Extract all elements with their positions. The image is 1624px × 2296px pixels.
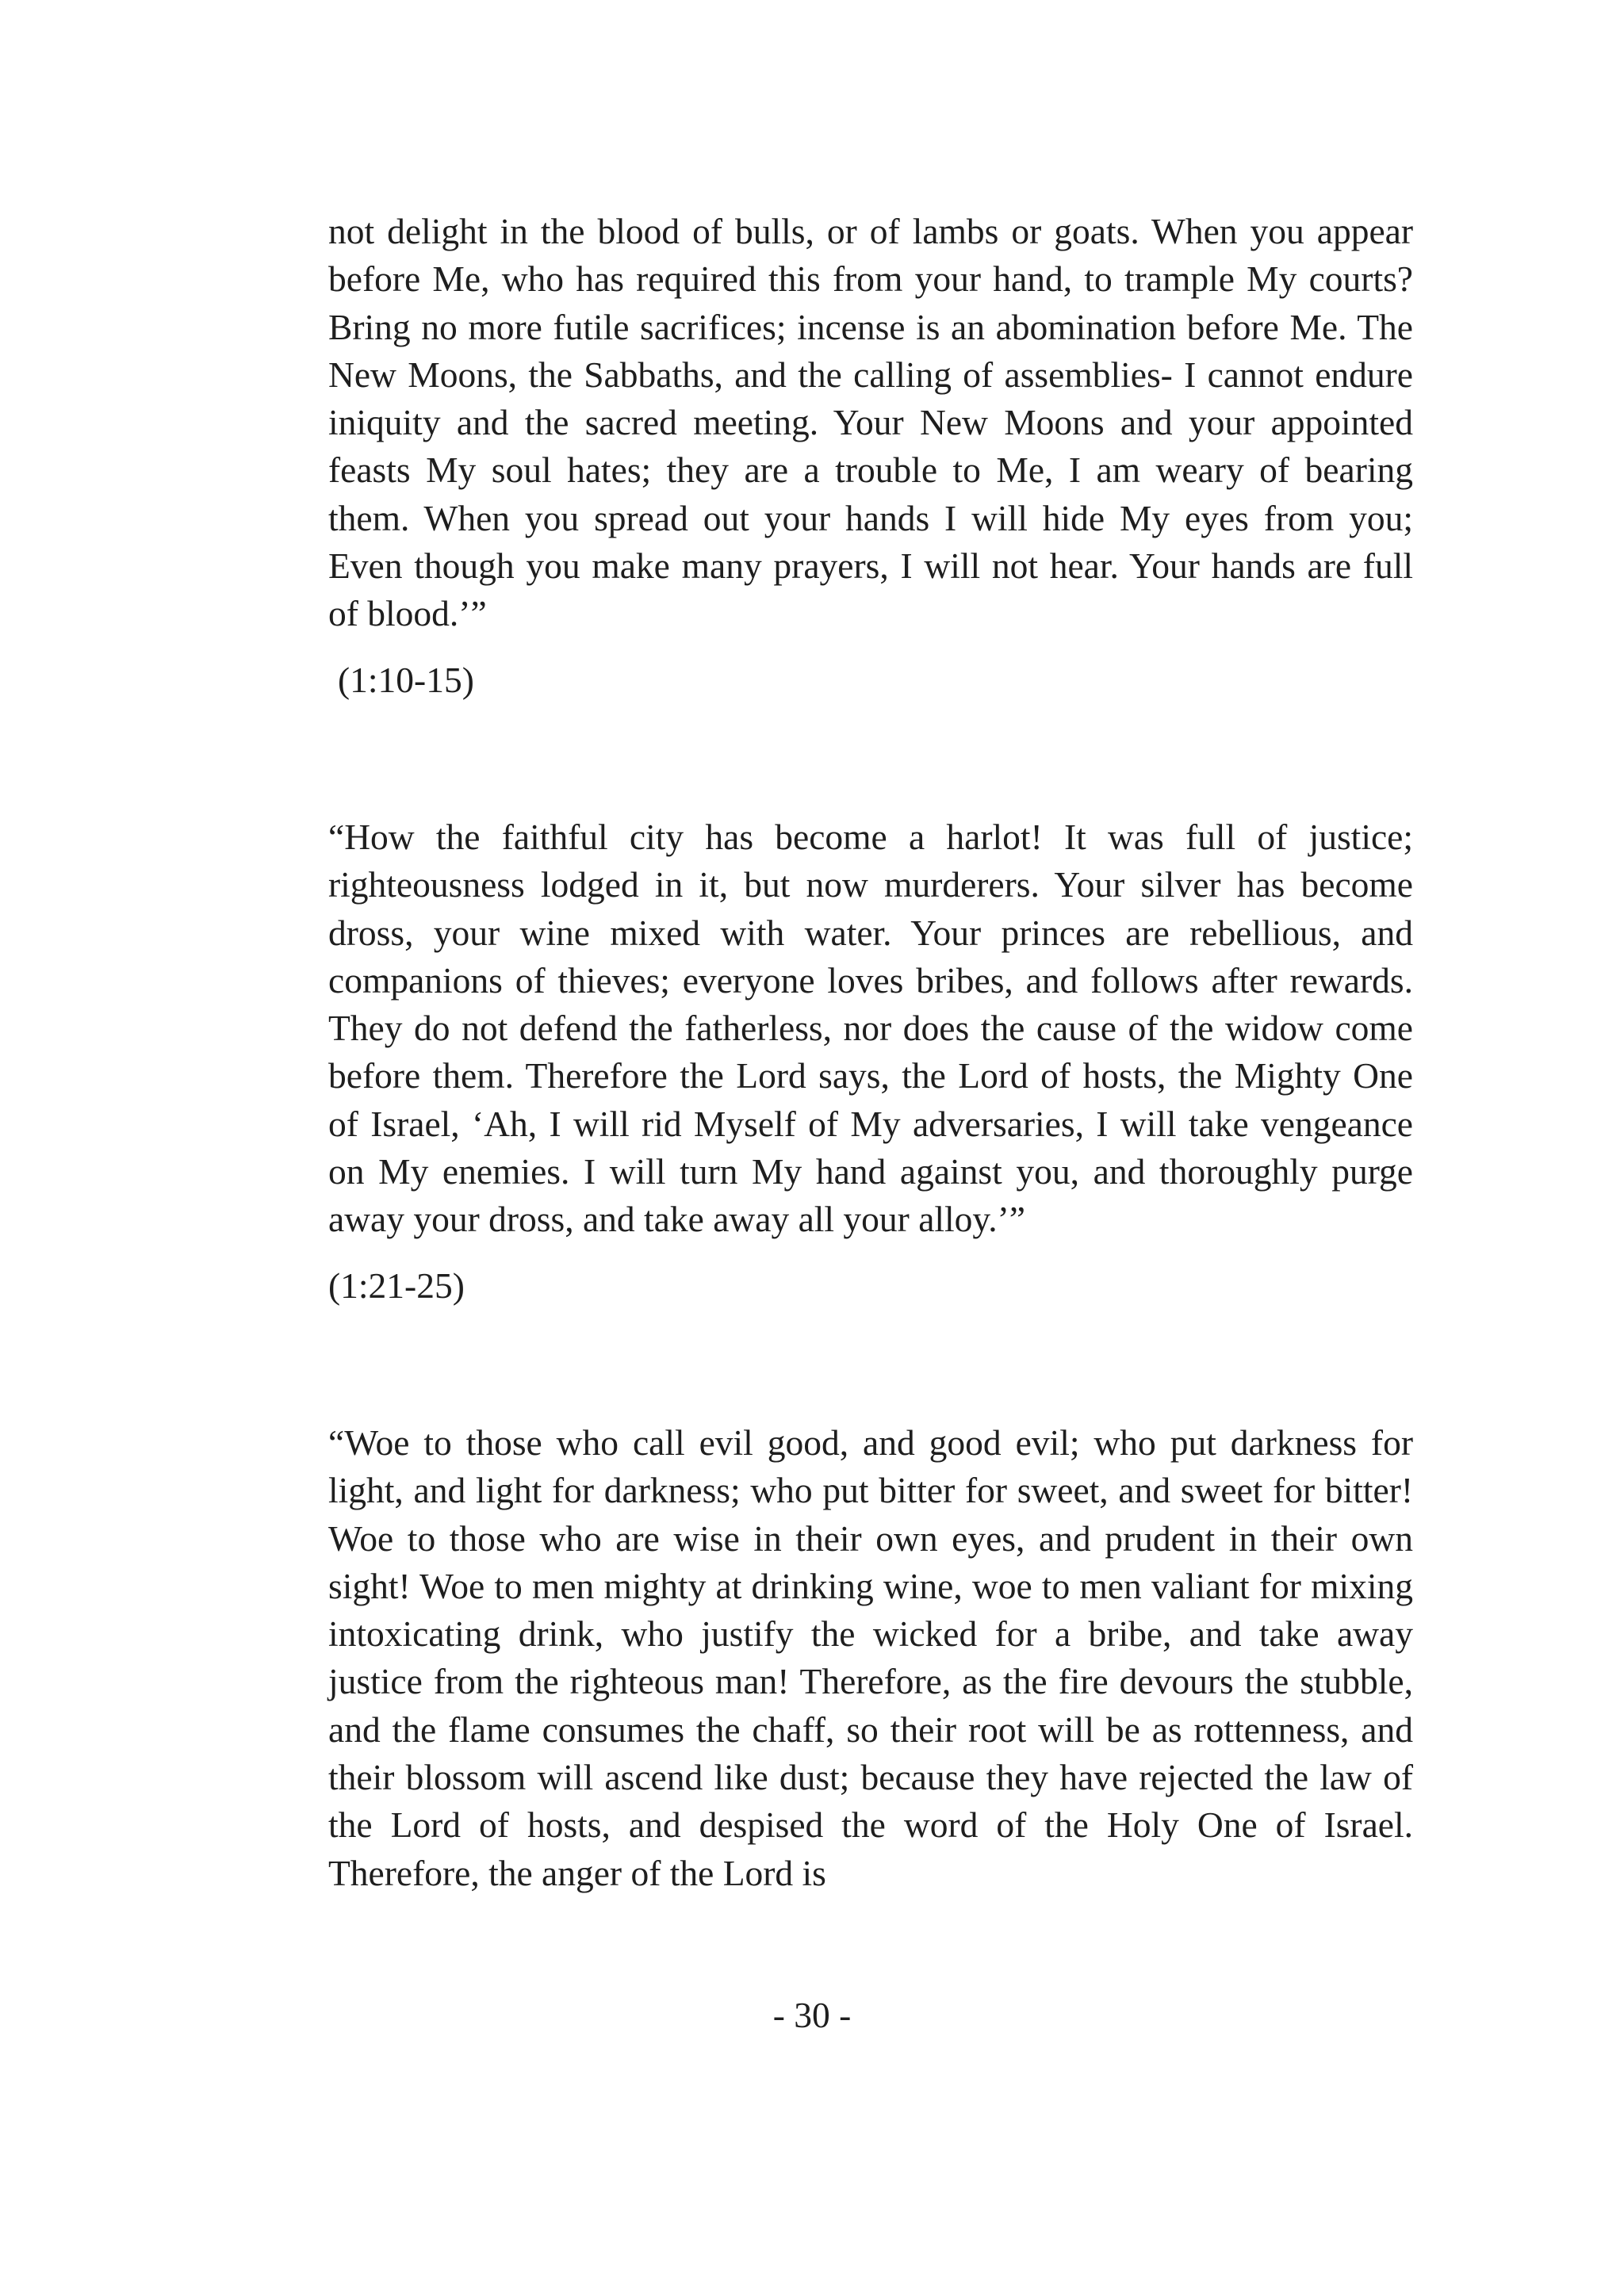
passage-paragraph: “How the faithful city has become a harlot! It was full of justice; righteousness lodged in it, but now murderers. Your silver has become dross, your wine mixed with water. Your princes are rebellious, and companions of thieves; everyone loves bribes, and follows after rewards. They do not defend the fatherless, nor does the cause of the widow come before them. Therefore the Lord says, the Lord of hosts, the Mighty One of Israel, ‘Ah, I will rid Myself of My adversaries, I will take vengeance on My enemies. I will turn My hand against you, and thoroughly purge away your dross, and take away all your alloy.’”: [328, 816, 1413, 1240]
verse-reference: (1:10-15): [338, 659, 474, 700]
passage-paragraph: “Woe to those who call evil good, and good evil; who put darkness for light, and light for darkness; who put bitter for sweet, and sweet for bitter! Woe to those who are wise in their own eyes, and prudent in their own sight! Woe to men mighty at drinking wine, woe to men valiant for mixing intoxicating drink, who justify the wicked for a bribe, and take away justice from the righteous man! Therefore, as the fire devours the stubble, and the flame consumes the chaff, so their root will be as rottenness, and their blossom will ascend like dust; because they have rejected the law of the Lord of hosts, and despised the word of the Holy One of Israel. Therefore, the anger of the Lord is: [328, 1422, 1413, 1893]
page-body: [328, 208, 1413, 1897]
passage-paragraph: not delight in the blood of bulls, or of lambs or goats. When you appear before Me, who has required this from your hand, to trample My courts? Bring no more futile sacrifices; incense is an abomination before Me. The New Moons, the Sabbaths, and the calling of assemblies- I cannot endure iniquity and the sacred meeting. Your New Moons and your appointed feasts My soul hates; they are a trouble to Me, I am weary of bearing them. When you spread out your hands I will hide My eyes from you; Even though you make many prayers, I will not hear. Your hands are full of blood.’”: [328, 211, 1413, 634]
page-number: - 30 -: [772, 1995, 852, 2035]
verse-reference: (1:21-25): [328, 1265, 465, 1306]
